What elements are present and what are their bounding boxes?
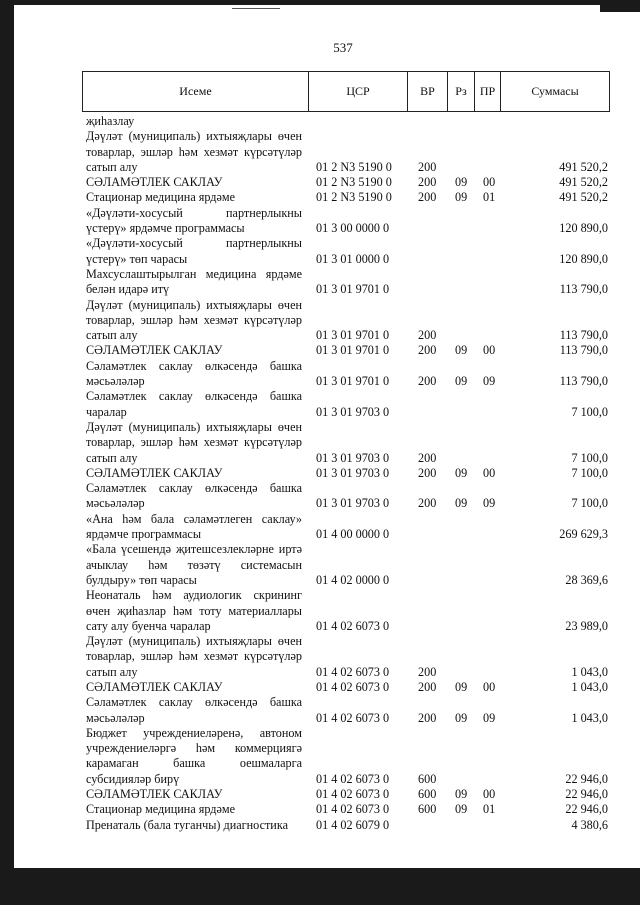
row-csr: 01 4 02 6073 0 bbox=[316, 771, 390, 786]
table-row bbox=[86, 634, 608, 680]
row-csr: 01 3 01 9703 0 bbox=[316, 465, 390, 480]
row-csr: 01 3 01 9701 0 bbox=[316, 328, 390, 343]
row-name: Дәүләт (муниципаль) ихтыяҗлары өчен товарлар, эшләр һәм хезмәт күрсәтүләр сатып алу bbox=[86, 419, 302, 465]
row-name: Стационар медицина ярдәме bbox=[86, 802, 236, 817]
row-vr: 200 bbox=[418, 175, 437, 190]
header-sum: Суммасы bbox=[531, 84, 579, 98]
row-csr: 01 4 00 0000 0 bbox=[316, 527, 390, 542]
row-rz: 09 bbox=[455, 465, 468, 480]
row-csr: 01 2 N3 5190 0 bbox=[316, 190, 392, 205]
row-rz: 09 bbox=[455, 374, 468, 389]
row-pr: 00 bbox=[483, 787, 496, 802]
row-csr: 01 4 02 6073 0 bbox=[316, 802, 390, 817]
row-rz: 09 bbox=[455, 343, 468, 358]
header-csr: ЦСР bbox=[346, 84, 370, 98]
table-header bbox=[82, 71, 610, 112]
scan-border-left bbox=[0, 0, 14, 905]
row-csr: 01 4 02 6073 0 bbox=[316, 787, 390, 802]
row-sum: 22 946,0 bbox=[565, 802, 608, 817]
table-row bbox=[86, 512, 608, 543]
scan-artifact-line bbox=[232, 8, 280, 9]
row-vr: 200 bbox=[418, 679, 437, 694]
table-row bbox=[86, 787, 608, 802]
row-vr: 600 bbox=[418, 802, 437, 817]
table-row bbox=[86, 588, 608, 634]
row-sum: 491 520,2 bbox=[559, 159, 608, 174]
row-sum: 1 043,0 bbox=[571, 679, 608, 694]
table-row bbox=[86, 818, 608, 833]
row-csr: 01 4 02 6079 0 bbox=[316, 817, 390, 832]
table-row bbox=[86, 726, 608, 787]
row-csr: 01 3 01 9703 0 bbox=[316, 496, 390, 511]
row-sum: 491 520,2 bbox=[559, 190, 608, 205]
table-row bbox=[86, 298, 608, 344]
row-rz: 09 bbox=[455, 496, 468, 511]
row-csr: 01 2 N3 5190 0 bbox=[316, 175, 392, 190]
row-vr: 200 bbox=[418, 190, 437, 205]
row-sum: 7 100,0 bbox=[571, 450, 608, 465]
row-pr: 00 bbox=[483, 343, 496, 358]
table-row bbox=[86, 129, 608, 175]
row-sum: 113 790,0 bbox=[559, 374, 608, 389]
row-sum: 7 100,0 bbox=[571, 496, 608, 511]
row-csr: 01 3 01 9701 0 bbox=[316, 282, 390, 297]
row-sum: 120 890,0 bbox=[559, 251, 608, 266]
row-vr: 200 bbox=[418, 710, 437, 725]
row-vr: 200 bbox=[418, 496, 437, 511]
row-csr: 01 3 01 9703 0 bbox=[316, 450, 390, 465]
row-sum: 1 043,0 bbox=[571, 710, 608, 725]
row-name: Дәүләт (муниципаль) ихтыяҗлары өчен товарлар, эшләр һәм хезмәт күрсәтүләр сатып алу bbox=[86, 129, 302, 174]
header-rz: Рз bbox=[455, 84, 467, 98]
row-sum: 113 790,0 bbox=[559, 343, 608, 358]
row-vr: 600 bbox=[418, 771, 437, 786]
table-row bbox=[86, 267, 608, 298]
table-row bbox=[86, 802, 608, 817]
row-pr: 00 bbox=[483, 175, 496, 190]
row-sum: 22 946,0 bbox=[565, 771, 608, 786]
row-pr: 01 bbox=[483, 190, 496, 205]
row-sum: 7 100,0 bbox=[571, 404, 608, 419]
row-rz: 09 bbox=[455, 787, 468, 802]
row-rz: 09 bbox=[455, 679, 468, 694]
table-row bbox=[86, 481, 608, 512]
row-csr: 01 3 01 9701 0 bbox=[316, 343, 390, 358]
row-name: Дәүләт (муниципаль) ихтыяҗлары өчен товарлар, эшләр һәм хезмәт күрсәтүләр сатып алу bbox=[86, 634, 302, 679]
row-csr: 01 4 02 6073 0 bbox=[316, 618, 390, 633]
row-vr: 200 bbox=[418, 664, 437, 679]
scan-border-top bbox=[0, 0, 640, 5]
row-name: Неонаталь һәм аудиологик скрининг өчен җиһазлар һәм тоту материаллары сату алу буенча чаралар bbox=[86, 588, 302, 633]
row-csr: 01 4 02 6073 0 bbox=[316, 679, 390, 694]
row-sum: 1 043,0 bbox=[571, 664, 608, 679]
row-rz: 09 bbox=[455, 190, 468, 205]
row-pr: 09 bbox=[483, 496, 496, 511]
row-sum: 113 790,0 bbox=[559, 282, 608, 297]
row-sum: 22 946,0 bbox=[565, 787, 608, 802]
page-number: 537 bbox=[333, 40, 353, 55]
row-csr: 01 3 01 9701 0 bbox=[316, 374, 390, 389]
row-csr: 01 4 02 6073 0 bbox=[316, 710, 390, 725]
row-vr: 200 bbox=[418, 465, 437, 480]
row-pr: 01 bbox=[483, 802, 496, 817]
row-csr: 01 3 00 0000 0 bbox=[316, 221, 390, 236]
table-row bbox=[86, 343, 608, 358]
row-name: җиһазлау bbox=[86, 114, 135, 128]
table-row bbox=[86, 389, 608, 420]
row-vr: 200 bbox=[418, 450, 437, 465]
row-name: СӘЛАМӘТЛЕК САКЛАУ bbox=[86, 465, 223, 480]
row-vr: 600 bbox=[418, 787, 437, 802]
row-sum: 28 369,6 bbox=[565, 572, 608, 587]
row-csr: 01 4 02 6073 0 bbox=[316, 664, 390, 679]
row-pr: 09 bbox=[483, 374, 496, 389]
row-rz: 09 bbox=[455, 802, 468, 817]
table-body bbox=[86, 114, 608, 833]
row-pr: 00 bbox=[483, 679, 496, 694]
row-name: Сәламәтлек саклау өлкәсендә башка чаралар bbox=[86, 389, 302, 419]
row-name: СӘЛАМӘТЛЕК САКЛАУ bbox=[86, 679, 223, 694]
scan-corner-mark bbox=[600, 0, 640, 12]
row-name: «Дәүләти-хосусый партнерлыкны үстерү» төп чарасы bbox=[86, 236, 302, 266]
row-csr: 01 3 01 9703 0 bbox=[316, 404, 390, 419]
row-name: Пренаталь (бала туганчы) диагностика bbox=[86, 817, 288, 832]
row-name: Стационар медицина ярдәме bbox=[86, 190, 236, 205]
row-vr: 200 bbox=[418, 374, 437, 389]
row-sum: 7 100,0 bbox=[571, 465, 608, 480]
row-pr: 09 bbox=[483, 710, 496, 725]
row-vr: 200 bbox=[418, 328, 437, 343]
row-sum: 4 380,6 bbox=[571, 817, 608, 832]
row-sum: 491 520,2 bbox=[559, 175, 608, 190]
table-row bbox=[86, 695, 608, 726]
row-name: Бюджет учреждениеләренә, автоном учреждениеләргә һәм коммерциягә карамаган башка оешмаларга субсидияләр бирү bbox=[86, 725, 302, 786]
row-csr: 01 3 01 0000 0 bbox=[316, 251, 390, 266]
header-pr: ПР bbox=[479, 84, 496, 98]
row-name: Сәламәтлек саклау өлкәсендә башка мәсьәләләр bbox=[86, 695, 302, 725]
row-sum: 269 629,3 bbox=[559, 527, 608, 542]
row-name: «Дәүләти-хосусый партнерлыкны үстерү» ярдәмче программасы bbox=[86, 205, 302, 236]
row-csr: 01 4 02 0000 0 bbox=[316, 572, 390, 587]
row-name: СӘЛАМӘТЛЕК САКЛАУ bbox=[86, 175, 223, 190]
row-name: СӘЛАМӘТЛЕК САКЛАУ bbox=[86, 787, 223, 802]
row-name: Сәламәтлек саклау өлкәсендә башка мәсьәләләр bbox=[86, 481, 302, 511]
row-rz: 09 bbox=[455, 710, 468, 725]
table-row bbox=[86, 114, 608, 129]
row-vr: 200 bbox=[418, 159, 437, 174]
header-vr: ВР bbox=[420, 84, 435, 98]
row-sum: 113 790,0 bbox=[559, 328, 608, 343]
table-row bbox=[86, 680, 608, 695]
row-vr: 200 bbox=[418, 343, 437, 358]
table-row bbox=[86, 359, 608, 390]
row-csr: 01 2 N3 5190 0 bbox=[316, 159, 392, 174]
row-name: «Бала үсешендә җитешсезлекләрне иртә ачыклау һәм төзәтү системасын булдыру» төп чарасы bbox=[86, 542, 302, 587]
row-rz: 09 bbox=[455, 175, 468, 190]
table-row bbox=[86, 420, 608, 466]
row-name: Сәламәтлек саклау өлкәсендә башка мәсьәләләр bbox=[86, 358, 302, 389]
row-name: Махсуслаштырылган медицина ярдәме белән идарә итү bbox=[86, 266, 302, 297]
row-pr: 00 bbox=[483, 465, 496, 480]
row-name: «Ана һәм бала сәламәтлеген саклау» ярдәмче программасы bbox=[86, 511, 302, 542]
table-row bbox=[86, 190, 608, 205]
table-row bbox=[86, 542, 608, 588]
scan-border-bottom bbox=[0, 868, 640, 905]
header-name: Исеме bbox=[179, 84, 212, 98]
table-row bbox=[86, 466, 608, 481]
row-name: Дәүләт (муниципаль) ихтыяҗлары өчен товарлар, эшләр һәм хезмәт күрсәтүләр сатып алу bbox=[86, 297, 302, 343]
table-row bbox=[86, 175, 608, 190]
row-sum: 23 989,0 bbox=[565, 618, 608, 633]
row-name: СӘЛАМӘТЛЕК САКЛАУ bbox=[86, 343, 223, 358]
table-row bbox=[86, 206, 608, 237]
table-row bbox=[86, 236, 608, 267]
row-sum: 120 890,0 bbox=[559, 221, 608, 236]
